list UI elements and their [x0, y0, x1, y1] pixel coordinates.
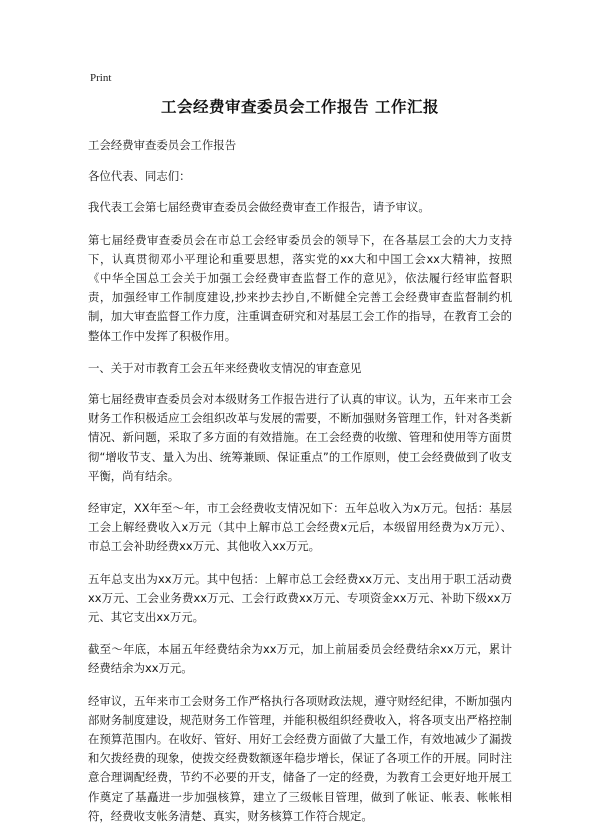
- print-link[interactable]: Print: [90, 72, 112, 84]
- section-heading-1: 一、关于对市教育工会五年来经费收支情况的审查意见: [88, 360, 362, 375]
- paragraph-balance: 截至～年底，本届五年经费结余为xx万元，加上前届委员会经费结余xx万元，累计经费结余为xx万元。: [88, 642, 512, 676]
- document-title: 工会经费审查委员会工作报告 工作汇报: [161, 98, 439, 116]
- paragraph-review: 第七届经费审查委员会对本级财务工作报告进行了认真的审议。认为，五年来市工会财务工作积极适应工会组织改革与发展的需要，不断加强财务管理工作，针对各类新情况、新问题，采取了多方面的有效措施。在工会经费的收缴、管理和使用等方面贯彻“增收节支、量入为出、统筹兼顾、保证重点”的工作原则，使工会经费做到了收支平衡，尚有结余。: [88, 392, 512, 483]
- paragraph-assessment: 经审议，五年来市工会财务工作严格执行各项财政法规，遵守财经纪律，不断加强内部财务制度建设，规范财务工作管理，并能积极组织经费收入，将各项支出严格控制在预算范围内。在收好、管好、用好工会经费方面做了大量工作，有效地减少了漏拨和欠拨经费的现象，使拨交经费数额逐年稳步增长，保证了各项工作的开展。同时注意合理调配经费，节约不必要的开支，储备了一定的经费，为教育工会更好地开展工作奠定了基矗进一步加强核算，建立了三级帐目管理，做到了帐证、帐表、帐帐相符，经费收支帐务清楚、真实，财务核算工作符合规定。: [88, 693, 512, 823]
- paragraph-overview: 第七届经费审查委员会在市总工会经审委员会的领导下，在各基层工会的大力支持下，认真贯彻邓小平理论和重要思想，落实党的xx大和中国工会xx大精神，按照《中华全国总工会关于加强工会经费审查监督工作的意见》，依法履行经审监督职责，加强经审工作制度建设,抄来抄去抄自,不断健全完善工会经费审查监督制约机制，加大审查监督工作力度，注重调查研究和对基层工会工作的指导，在教育工会的整体工作中发挥了积极作用。: [88, 232, 512, 343]
- paragraph-expenditure: 五年总支出为xx万元。其中包括：上解市总工会经费xx万元、支出用于职工活动费xx万元、工会业务费xx万元、工会行政费xx万元、专项资金xx万元、补助下级xx万元、其它支出xx万元。: [88, 571, 512, 625]
- paragraph-income: 经审定，XX年至～年，市工会经费收支情况如下：五年总收入为x万元。包括：基层工会上解经费收入x万元（其中上解市总工会经费x元后，本级留用经费为x万元）、市总工会补助经费xx万元、其他收入xx万元。: [88, 501, 512, 554]
- report-heading: 工会经费审查委员会工作报告: [88, 138, 237, 152]
- salutation: 各位代表、同志们：: [88, 169, 191, 184]
- paragraph-intro: 我代表工会第七届经费审查委员会做经费审查工作报告，请予审议。: [88, 200, 430, 215]
- document-body: [88, 136, 512, 839]
